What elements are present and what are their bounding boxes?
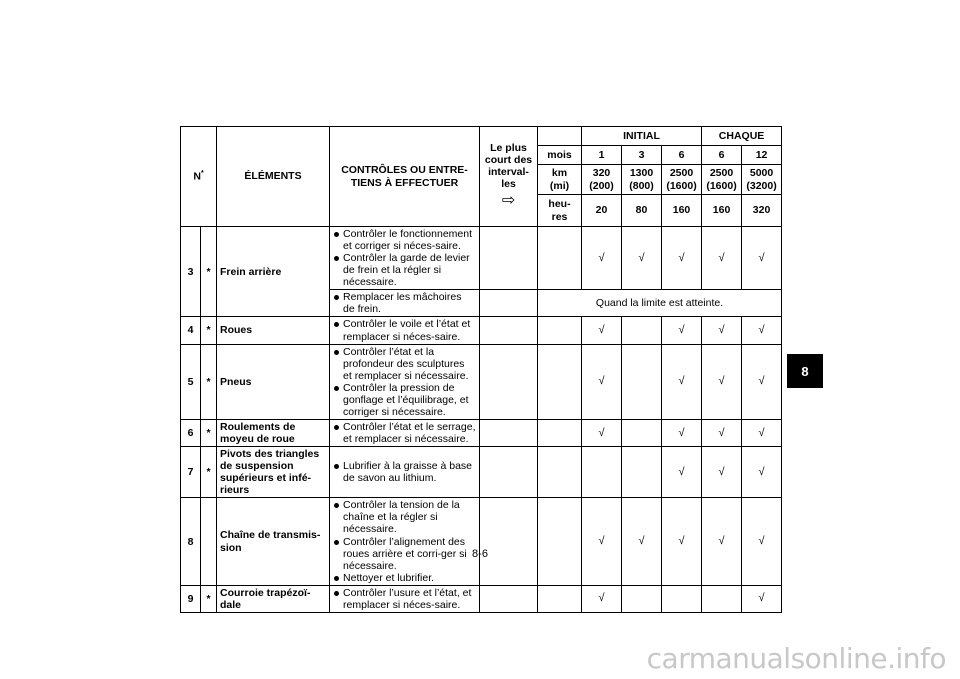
dealer-service-mark: * bbox=[201, 344, 217, 419]
check-mark: √ bbox=[582, 585, 622, 612]
check-mark: √ bbox=[702, 419, 742, 446]
check-mark bbox=[662, 585, 702, 612]
element-name: Pneus bbox=[217, 344, 330, 419]
check-mark: √ bbox=[742, 419, 782, 446]
check-mark: √ bbox=[622, 498, 662, 585]
operation-item: Contrôler l’état et la profondeur des sculptures et remplacer si nécessaire. bbox=[333, 346, 476, 382]
dealer-service-mark: * bbox=[201, 447, 217, 498]
unit-value: 2500 (1600) bbox=[702, 165, 742, 195]
check-mark: √ bbox=[582, 317, 622, 344]
operations-list bbox=[333, 228, 476, 288]
operation-item: Lubrifier à la graisse à base de savon au lithium. bbox=[333, 460, 476, 484]
unit-value: 320 bbox=[742, 195, 782, 227]
operations-cell bbox=[330, 290, 480, 317]
element-name: Frein arrière bbox=[217, 227, 330, 317]
element-name: Pivots des triangles de suspension supérieurs et infé-rieurs bbox=[217, 447, 330, 498]
maintenance-table bbox=[180, 126, 782, 613]
dealer-service-mark: * bbox=[201, 227, 217, 317]
item-number: 3 bbox=[181, 227, 201, 317]
check-mark: √ bbox=[742, 227, 782, 290]
check-mark: √ bbox=[742, 344, 782, 419]
unit-value: 5000 (3200) bbox=[742, 165, 782, 195]
element-name: Roues bbox=[217, 317, 330, 344]
operations-cell bbox=[330, 498, 480, 585]
table-row bbox=[181, 419, 782, 446]
check-mark bbox=[702, 585, 742, 612]
check-mark: √ bbox=[582, 344, 622, 419]
unit-value: 12 bbox=[742, 146, 782, 165]
operation-item: Contrôler l’état et le serrage, et remplacer si nécessaire. bbox=[333, 421, 476, 445]
dealer-service-mark: * bbox=[201, 585, 217, 612]
unit-label: km (mi) bbox=[538, 165, 582, 195]
check-mark: √ bbox=[702, 317, 742, 344]
item-number: 6 bbox=[181, 419, 201, 446]
table-row bbox=[181, 344, 782, 419]
item-number: 5 bbox=[181, 344, 201, 419]
element-name: Courroie trapézoï-dale bbox=[217, 585, 330, 612]
check-mark: √ bbox=[662, 227, 702, 290]
unit-value: 2500 (1600) bbox=[662, 165, 702, 195]
operations-list bbox=[333, 346, 476, 418]
table-row bbox=[181, 227, 782, 290]
header-initial: INITIAL bbox=[582, 127, 702, 146]
operations-list bbox=[333, 318, 476, 342]
table-row bbox=[181, 498, 782, 585]
operation-item: Contrôler la garde de levier de frein et la régler si nécessaire. bbox=[333, 252, 476, 288]
operation-item: Remplacer les mâchoires de frein. bbox=[333, 291, 476, 315]
check-mark: √ bbox=[702, 344, 742, 419]
unit-value: 3 bbox=[622, 146, 662, 165]
unit-label: heu- res bbox=[538, 195, 582, 227]
check-mark bbox=[622, 317, 662, 344]
page-number: 8-6 bbox=[472, 548, 488, 560]
dealer-service-mark bbox=[201, 498, 217, 585]
operations-list bbox=[333, 291, 476, 315]
check-mark: √ bbox=[582, 227, 622, 290]
operations-cell bbox=[330, 447, 480, 498]
unit-value: 20 bbox=[582, 195, 622, 227]
header-number: N* bbox=[181, 127, 217, 227]
check-mark: √ bbox=[702, 227, 742, 290]
item-number: 8 bbox=[181, 498, 201, 585]
check-mark: √ bbox=[702, 498, 742, 585]
check-mark: √ bbox=[622, 227, 662, 290]
operations-cell bbox=[330, 227, 480, 290]
check-mark bbox=[582, 447, 622, 498]
check-mark: √ bbox=[582, 498, 622, 585]
unit-value: 160 bbox=[702, 195, 742, 227]
check-mark bbox=[622, 447, 662, 498]
table-row bbox=[181, 585, 782, 612]
operations-cell bbox=[330, 585, 480, 612]
item-number: 9 bbox=[181, 585, 201, 612]
operation-item: Contrôler l’usure et l’état, et remplacer si néces-saire. bbox=[333, 587, 476, 611]
header-elements: ÉLÉMENTS bbox=[217, 127, 330, 227]
unit-value: 6 bbox=[662, 146, 702, 165]
check-mark: √ bbox=[662, 344, 702, 419]
operations-cell bbox=[330, 419, 480, 446]
element-name: Chaîne de transmis-sion bbox=[217, 498, 330, 585]
check-mark: √ bbox=[742, 585, 782, 612]
arrow-right-icon: ⇨ bbox=[501, 192, 516, 210]
unit-value: 1 bbox=[582, 146, 622, 165]
header-controls: CONTRÔLES OU ENTRE-TIENS À EFFECTUER bbox=[330, 127, 480, 227]
unit-value: 80 bbox=[622, 195, 662, 227]
check-mark bbox=[622, 419, 662, 446]
dealer-service-mark: * bbox=[201, 419, 217, 446]
element-name: Roulements de moyeu de roue bbox=[217, 419, 330, 446]
dealer-service-mark: * bbox=[201, 317, 217, 344]
header-each: CHAQUE bbox=[702, 127, 782, 146]
check-mark: √ bbox=[742, 498, 782, 585]
operations-list bbox=[333, 587, 476, 611]
check-mark: √ bbox=[662, 419, 702, 446]
header-shortest-interval: Le plus court des interval-les ⇨ bbox=[480, 127, 538, 227]
table-row bbox=[181, 447, 782, 498]
item-number: 4 bbox=[181, 317, 201, 344]
operation-item: Contrôler le voile et l’état et remplacer si néces-saire. bbox=[333, 318, 476, 342]
operations-list bbox=[333, 460, 476, 484]
check-mark: √ bbox=[742, 447, 782, 498]
table-row bbox=[181, 317, 782, 344]
watermark: carmanualsonline.info bbox=[646, 642, 946, 675]
item-number: 7 bbox=[181, 447, 201, 498]
check-mark: √ bbox=[662, 317, 702, 344]
operation-item: Contrôler le fonctionnement et corriger si néces-saire. bbox=[333, 228, 476, 252]
operation-item: Contrôler la tension de la chaîne et la régler si nécessaire. bbox=[333, 499, 476, 535]
check-mark: √ bbox=[702, 447, 742, 498]
chapter-tab: 8 bbox=[787, 354, 823, 388]
operation-item: Contrôler la pression de gonflage et l’équilibrage, et corriger si nécessaire. bbox=[333, 382, 476, 418]
operations-cell bbox=[330, 344, 480, 419]
operation-item: Contrôler l’alignement des roues arrière et corri-ger si nécessaire. bbox=[333, 536, 476, 572]
check-mark: √ bbox=[582, 419, 622, 446]
check-mark: √ bbox=[662, 498, 702, 585]
check-mark bbox=[622, 344, 662, 419]
check-mark bbox=[622, 585, 662, 612]
interval-note: Quand la limite est atteinte. bbox=[538, 290, 782, 317]
operations-cell bbox=[330, 317, 480, 344]
unit-label: mois bbox=[538, 146, 582, 165]
unit-value: 160 bbox=[662, 195, 702, 227]
unit-value: 1300 (800) bbox=[622, 165, 662, 195]
unit-value: 6 bbox=[702, 146, 742, 165]
operation-item: Nettoyer et lubrifier. bbox=[333, 572, 476, 584]
operations-list bbox=[333, 421, 476, 445]
check-mark: √ bbox=[662, 447, 702, 498]
unit-value: 320 (200) bbox=[582, 165, 622, 195]
check-mark: √ bbox=[742, 317, 782, 344]
operations-list bbox=[333, 499, 476, 583]
